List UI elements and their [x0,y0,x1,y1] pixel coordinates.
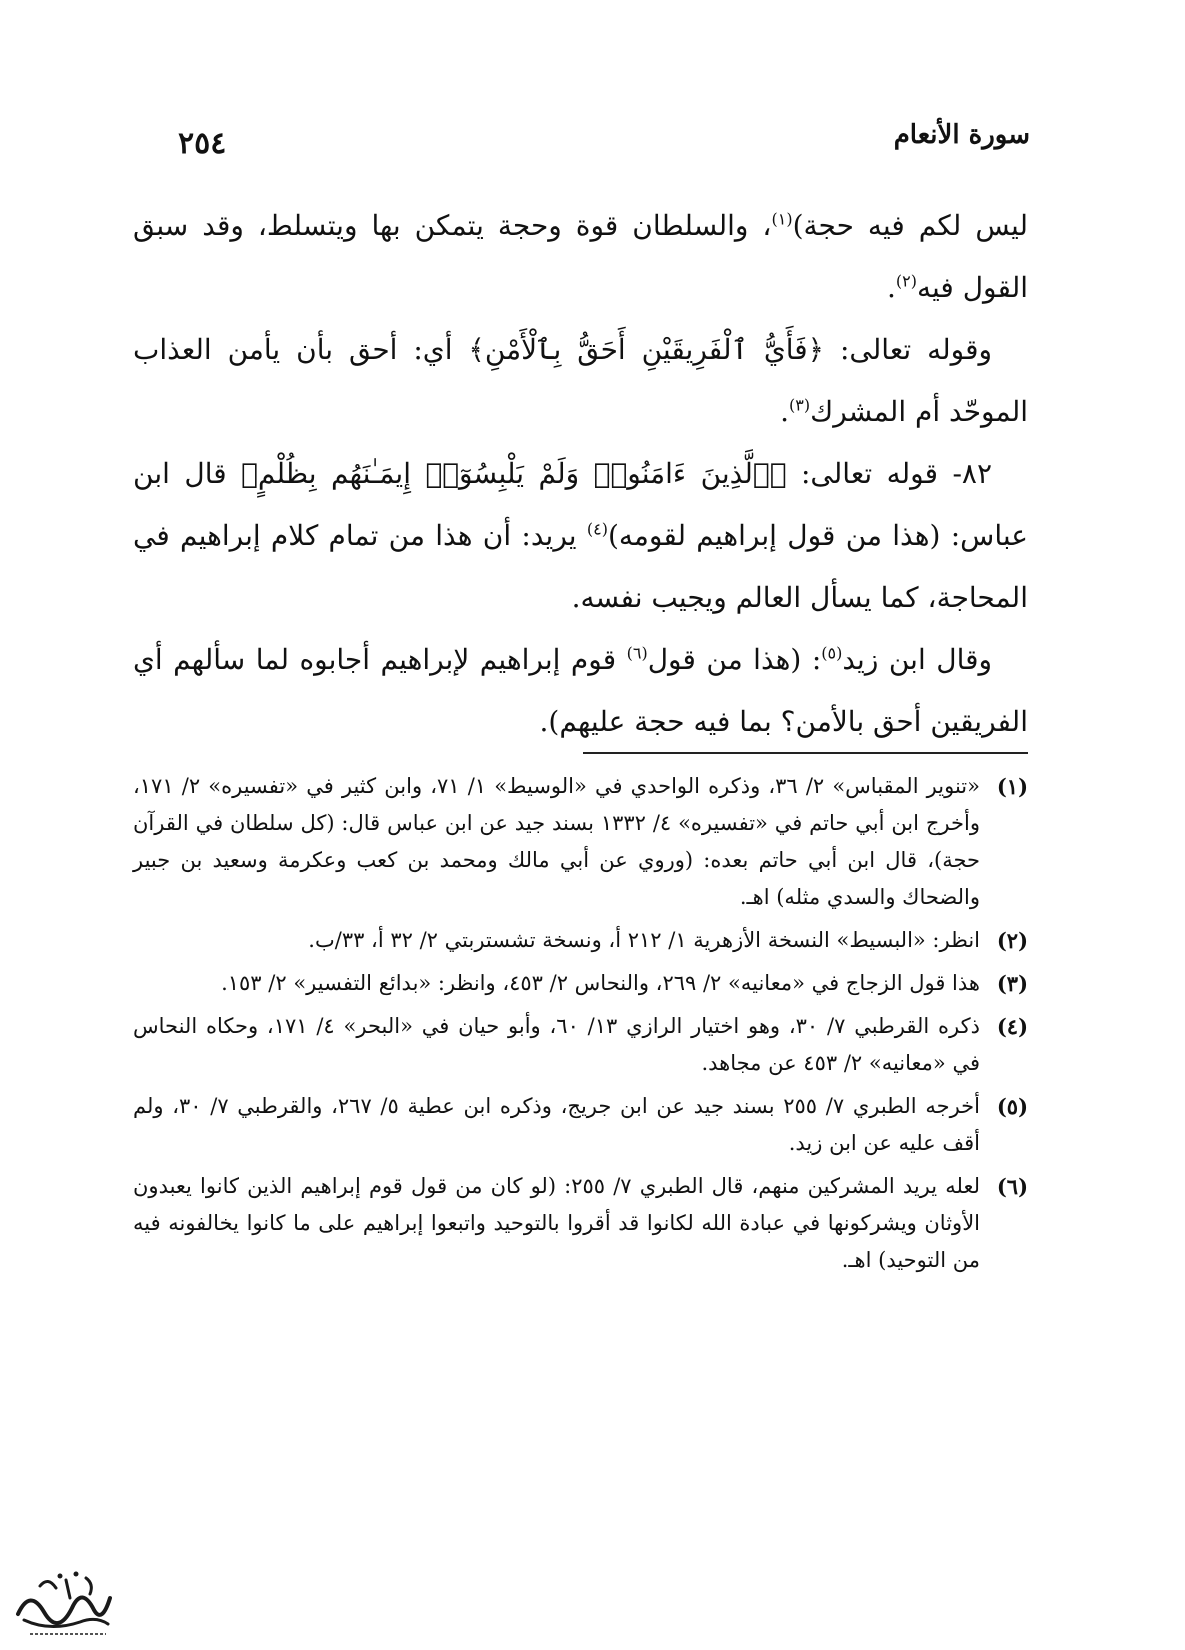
paragraph-4 [133,629,1028,753]
main-text [133,195,1028,753]
footnote-text: انظر: «البسيط» النسخة الأزهرية ١/ ٢١٢ أ، ونسخة تشستربتي ٢/ ٣٢ أ، ٣٣/ب. [308,928,980,952]
running-title: سورة الأنعام [893,120,1030,150]
footnote-ref-6: (٦) [626,643,648,663]
footnote-ref-2: (٢) [895,271,917,291]
footnote-text: لعله يريد المشركين منهم، قال الطبري ٧/ ٢٥٥: (لو كان من قول قوم إبراهيم الذين كانوا يعبدون الأوثان ويشركونها في عبادة الله لكانوا قد أقروا بالتوحيد واتبعوا إبراهيم على ما كانوا يخالفونه فيه من التوحيد) اهـ. [133,1174,981,1272]
text-run: ٨٢- قوله تعالى: [786,457,992,490]
footnotes [133,768,1028,1285]
text-run: وقوله تعالى: [824,333,992,366]
text-run: قال ابن عباس: (هذا من قول إبراهيم لقومه) [133,457,1029,552]
footnote-number: (٣) [996,971,1028,996]
page-number: ٢٥٤ [178,126,227,161]
footnote-3 [133,965,1028,1002]
footnote-number: (٦) [996,1174,1028,1199]
footnote-number: (٢) [996,928,1028,953]
footnote-number: (٤) [996,1014,1028,1039]
footnote-text: ذكره القرطبي ٧/ ٣٠، وهو اختيار الرازي ١٣/ ٦٠، وأبو حيان في «البحر» ٤/ ١٧١، وحكاه النحاس في «معانيه» ٢/ ٤٥٣ عن مجاهد. [133,1014,980,1075]
library-seal-icon [10,1568,115,1640]
text-run: : (هذا من قول [647,643,822,676]
footnote-ref-3: (٣) [789,395,811,415]
paragraph-2 [133,319,1028,443]
text-run: أي: أحق بأن يأمن العذاب الموحّد أم المشرك [133,333,1028,428]
footnote-4 [133,1008,1028,1082]
footnote-text: أخرجه الطبري ٧/ ٢٥٥ بسند جيد عن ابن جريج، وذكره ابن عطية ٥/ ٢٦٧، والقرطبي ٧/ ٣٠، ولم أقف عليه عن ابن زيد. [133,1094,980,1155]
page-header [150,108,1030,161]
footnote-number: (١) [996,774,1028,799]
text-run: يريد: أن هذا من تمام كلام إبراهيم في المحاجة، كما يسأل العالم ويجيب نفسه. [133,519,1028,614]
footnote-5 [133,1088,1028,1162]
quran-verse: ﴿فَأَيُّ ٱلْفَرِيقَيْنِ أَحَقُّ بِٱلْأَمْنِ﴾ [468,333,825,366]
text-run: قوم إبراهيم لإبراهيم أجابوه لما سألهم أي الفريقين أحق بالأمن؟ بما فيه حجة عليهم). [133,643,1028,738]
footnote-ref-5: (٥) [821,643,843,663]
footnote-number: (٥) [996,1094,1028,1119]
footnote-6 [133,1168,1028,1279]
text-run: ليس لكم فيه حجة) [792,209,1029,242]
quran-verse: ﴿ٱلَّذِينَ ءَامَنُوا۟ وَلَمْ يَلْبِسُوٓا۟ إِيمَـٰنَهُم بِظُلْمٍ﴾ [241,457,787,490]
text-run: . [886,271,896,304]
text-run: وقال ابن زيد [842,643,993,676]
footnote-ref-4: (٤) [586,519,608,539]
paragraph-1 [133,195,1028,319]
footnote-separator [583,752,1028,754]
footnote-1 [133,768,1028,916]
seal-calligraphy [10,1568,115,1640]
footnote-text: هذا قول الزجاج في «معانيه» ٢/ ٢٦٩، والنحاس ٢/ ٤٥٣، وانظر: «بدائع التفسير» ٢/ ١٥٣. [221,971,980,995]
text-run: . [780,395,790,428]
footnote-ref-1: (١) [771,209,793,229]
paragraph-3 [133,443,1028,629]
footnote-text: «تنوير المقباس» ٢/ ٣٦، وذكره الواحدي في «الوسيط» ١/ ٧١، وابن كثير في «تفسيره» ٢/ ١٧١، وأخرج ابن أبي حاتم في «تفسيره» ٤/ ١٣٣٢ بسند جيد عن ابن عباس قال: (كل سلطان في القرآن حجة)، قال ابن أبي حاتم بعده: (وروي عن أبي مالك ومحمد بن كعب وعكرمة وسعيد بن جبير والضحاك والسدي مثله) اهـ. [133,774,980,909]
text-run: ، والسلطان قوة وحجة يتمكن بها ويتسلط، وقد سبق القول فيه [133,209,1028,304]
footnote-2 [133,922,1028,959]
